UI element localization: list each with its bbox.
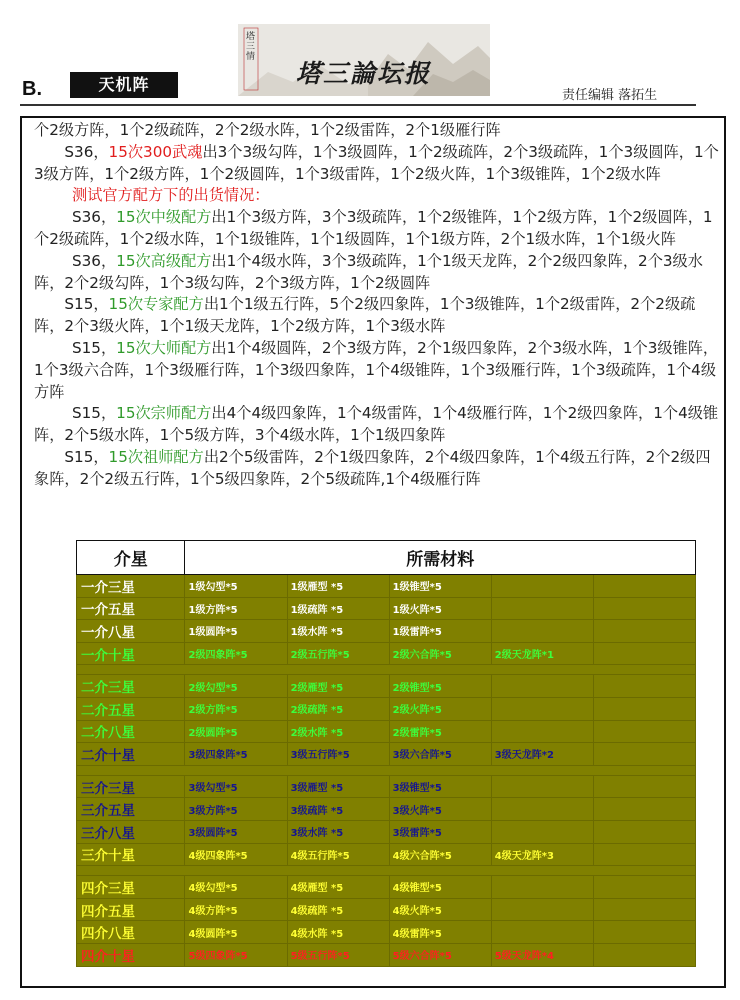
material-cell: 2级锥型*5 <box>389 675 491 698</box>
table-row <box>77 943 696 966</box>
level-cell: 四介三星 <box>77 876 185 899</box>
empty-cell <box>593 943 695 966</box>
level-cell: 一介八星 <box>77 620 185 643</box>
material-cell: 3级锥型*5 <box>389 775 491 798</box>
article-paragraph: S15，15次宗师配方出4个4级四象阵，1个4级雷阵，1个4级雁行阵，1个2级四象阵，1个4级锥阵，2个5级水阵，1个5级方阵，3个4级水阵，1个1级四象阵 <box>34 404 719 445</box>
table-row <box>77 620 696 643</box>
material-cell: 2级四象阵*5 <box>185 642 287 665</box>
material-cell: 2级勾型*5 <box>185 675 287 698</box>
material-cell: 1级雷阵*5 <box>389 620 491 643</box>
material-cell: 5级天龙阵*4 <box>491 943 593 966</box>
materials-table <box>76 540 696 967</box>
material-cell: 4级火阵*5 <box>389 898 491 921</box>
material-cell: 1级雁型 *5 <box>287 575 389 598</box>
material-cell: 3级水阵 *5 <box>287 820 389 843</box>
recipe-highlight: 15次大师配方 <box>116 338 212 357</box>
logo-title: 塔三論坛报 <box>296 59 432 88</box>
material-cell <box>491 597 593 620</box>
table-row <box>77 775 696 798</box>
material-cell <box>491 620 593 643</box>
level-cell: 四介十星 <box>77 943 185 966</box>
level-cell: 三介三星 <box>77 775 185 798</box>
article-paragraph: S36，15次高级配方出1个4级水阵，3个3级疏阵，1个1级天龙阵，2个2级四象阵，2个3级水阵，2个2级勾阵，1个3级勾阵，2个3级方阵，1个2级圆阵 <box>34 251 703 292</box>
material-cell: 2级雁型 *5 <box>287 675 389 698</box>
material-cell: 4级四象阵*5 <box>185 843 287 866</box>
level-cell: 二介八星 <box>77 720 185 743</box>
table-row <box>77 697 696 720</box>
level-cell: 四介五星 <box>77 898 185 921</box>
material-cell: 5级五行阵*5 <box>287 943 389 966</box>
table-row <box>77 597 696 620</box>
empty-cell <box>593 620 695 643</box>
material-cell: 4级五行阵*5 <box>287 843 389 866</box>
material-cell: 1级疏阵 *5 <box>287 597 389 620</box>
section-title: 天机阵 <box>70 72 178 98</box>
empty-cell <box>593 743 695 766</box>
recipe-highlight: 15次高级配方 <box>116 251 212 270</box>
material-cell: 2级五行阵*5 <box>287 642 389 665</box>
empty-cell <box>593 898 695 921</box>
table-row <box>77 898 696 921</box>
material-cell: 2级六合阵*5 <box>389 642 491 665</box>
material-cell: 3级雁型 *5 <box>287 775 389 798</box>
article-paragraph: S15，15次大师配方出1个4级圆阵，2个3级方阵，2个1级四象阵，2个3级水阵，1个3级锥阵，1个3级六合阵，1个3级雁行阵，1个3级四象阵，1个4级锥阵，1个3级雁行阵，1个3级疏阵，1个4级方阵 <box>34 338 719 401</box>
material-cell: 2级方阵*5 <box>185 697 287 720</box>
empty-cell <box>593 921 695 944</box>
level-cell: 三介十星 <box>77 843 185 866</box>
material-cell: 2级圆阵*5 <box>185 720 287 743</box>
table-row <box>77 642 696 665</box>
section-label <box>22 78 42 101</box>
material-cell: 3级方阵*5 <box>185 798 287 821</box>
article-frame <box>20 116 726 988</box>
table-row <box>77 820 696 843</box>
table-row <box>77 876 696 899</box>
article-paragraph: S15，15次专家配方出1个1级五行阵，5个2级四象阵，1个3级锥阵，1个2级雷阵，2个2级疏阵，2个3级火阵，1个1级天龙阵，1个2级方阵，1个3级水阵 <box>34 295 696 336</box>
empty-cell <box>593 675 695 698</box>
table-row <box>77 843 696 866</box>
material-cell: 1级火阵*5 <box>389 597 491 620</box>
empty-cell <box>593 697 695 720</box>
material-cell: 3级五行阵*5 <box>287 743 389 766</box>
material-cell: 4级勾型*5 <box>185 876 287 899</box>
level-cell: 一介十星 <box>77 642 185 665</box>
level-cell: 一介五星 <box>77 597 185 620</box>
table-row <box>77 798 696 821</box>
article-paragraph: S36，15次中级配方出1个3级方阵，3个3级疏阵，1个2级锥阵，1个2级方阵，1个2级圆阵，1个2级疏阵，1个2级水阵，1个1级锥阵，1个1级圆阵，1个1级方阵，2个1级水阵，1个1级火阵 <box>34 208 713 248</box>
material-cell: 1级圆阵*5 <box>185 620 287 643</box>
empty-cell <box>593 775 695 798</box>
material-cell <box>491 697 593 720</box>
material-cell: 3级四象阵*5 <box>185 743 287 766</box>
material-cell: 4级圆阵*5 <box>185 921 287 944</box>
material-cell <box>491 876 593 899</box>
level-cell: 二介三星 <box>77 675 185 698</box>
material-cell: 1级方阵*5 <box>185 597 287 620</box>
material-cell: 4级天龙阵*3 <box>491 843 593 866</box>
level-cell: 二介十星 <box>77 743 185 766</box>
level-cell: 一介三星 <box>77 575 185 598</box>
material-cell: 1级水阵 *5 <box>287 620 389 643</box>
material-cell: 4级水阵 *5 <box>287 921 389 944</box>
table-spacer-row <box>77 665 696 675</box>
recipe-highlight: 15次祖师配方 <box>108 447 204 466</box>
table-row <box>77 675 696 698</box>
material-cell: 4级方阵*5 <box>185 898 287 921</box>
column-header-level: 介星 <box>77 541 185 575</box>
table-row <box>77 720 696 743</box>
material-cell: 3级勾型*5 <box>185 775 287 798</box>
section-letter: B. <box>22 78 42 100</box>
empty-cell <box>593 843 695 866</box>
table-spacer-row <box>77 765 696 775</box>
empty-cell <box>593 597 695 620</box>
material-cell: 4级雁型 *5 <box>287 876 389 899</box>
material-cell: 3级疏阵 *5 <box>287 798 389 821</box>
newspaper-logo <box>238 24 490 96</box>
logo-side-text: 塔三情 <box>246 32 256 62</box>
article-paragraph: S36，15次300武魂出3个3级勾阵，1个3级圆阵，1个2级疏阵，2个3级疏阵，1个3级圆阵，1个3级方阵，1个2级方阵，1个2级圆阵，1个3级雷阵，1个2级火阵，1个3级锥阵，1个2级水阵 <box>34 142 719 183</box>
material-cell: 5级六合阵*5 <box>389 943 491 966</box>
material-cell: 3级火阵*5 <box>389 798 491 821</box>
table-header-row <box>77 541 696 575</box>
table-row <box>77 921 696 944</box>
material-cell: 3级圆阵*5 <box>185 820 287 843</box>
material-cell: 1级锥型*5 <box>389 575 491 598</box>
material-cell: 1级勾型*5 <box>185 575 287 598</box>
material-cell: 2级雷阵*5 <box>389 720 491 743</box>
level-cell: 三介八星 <box>77 820 185 843</box>
material-cell <box>491 575 593 598</box>
material-cell: 2级疏阵 *5 <box>287 697 389 720</box>
table-spacer-row <box>77 866 696 876</box>
recipe-highlight: 15次宗师配方 <box>116 404 212 423</box>
empty-cell <box>593 720 695 743</box>
material-cell: 2级水阵 *5 <box>287 720 389 743</box>
column-header-materials: 所需材料 <box>185 541 696 575</box>
article-body <box>34 120 722 491</box>
material-cell: 3级雷阵*5 <box>389 820 491 843</box>
empty-cell <box>593 642 695 665</box>
level-cell: 四介八星 <box>77 921 185 944</box>
level-cell: 三介五星 <box>77 798 185 821</box>
material-cell <box>491 720 593 743</box>
table-row <box>77 575 696 598</box>
material-cell: 4级雷阵*5 <box>389 921 491 944</box>
material-cell: 2级火阵*5 <box>389 697 491 720</box>
level-cell: 二介五星 <box>77 697 185 720</box>
material-cell: 5级四象阵*5 <box>185 943 287 966</box>
material-cell <box>491 898 593 921</box>
article-paragraph: 个2级方阵，1个2级疏阵，2个2级水阵，1个2级雷阵，2个1级雁行阵 <box>34 121 501 139</box>
material-cell: 4级疏阵 *5 <box>287 898 389 921</box>
empty-cell <box>593 575 695 598</box>
material-cell <box>491 921 593 944</box>
article-paragraph: S15，15次祖师配方出2个5级雷阵，2个1级四象阵，2个4级四象阵，1个4级五行阵，2个2级四象阵，2个2级五行阵，1个5级四象阵，2个5级疏阵,1个4级雁行阵 <box>34 447 711 488</box>
material-cell <box>491 820 593 843</box>
material-cell: 3级天龙阵*2 <box>491 743 593 766</box>
empty-cell <box>593 820 695 843</box>
empty-cell <box>593 798 695 821</box>
table-row <box>77 743 696 766</box>
material-cell: 2级天龙阵*1 <box>491 642 593 665</box>
material-cell: 3级六合阵*5 <box>389 743 491 766</box>
header-divider <box>20 104 696 106</box>
material-cell <box>491 798 593 821</box>
material-cell: 4级六合阵*5 <box>389 843 491 866</box>
section-subheading: 测试官方配方下的出货情况： <box>72 186 270 205</box>
empty-cell <box>593 876 695 899</box>
recipe-highlight: 15次300武魂 <box>108 142 203 161</box>
material-cell: 4级锥型*5 <box>389 876 491 899</box>
recipe-highlight: 15次中级配方 <box>116 208 212 227</box>
material-cell <box>491 675 593 698</box>
recipe-highlight: 15次专家配方 <box>108 295 204 314</box>
responsible-editor: 责任编辑 落拓生 <box>562 88 658 103</box>
material-cell <box>491 775 593 798</box>
